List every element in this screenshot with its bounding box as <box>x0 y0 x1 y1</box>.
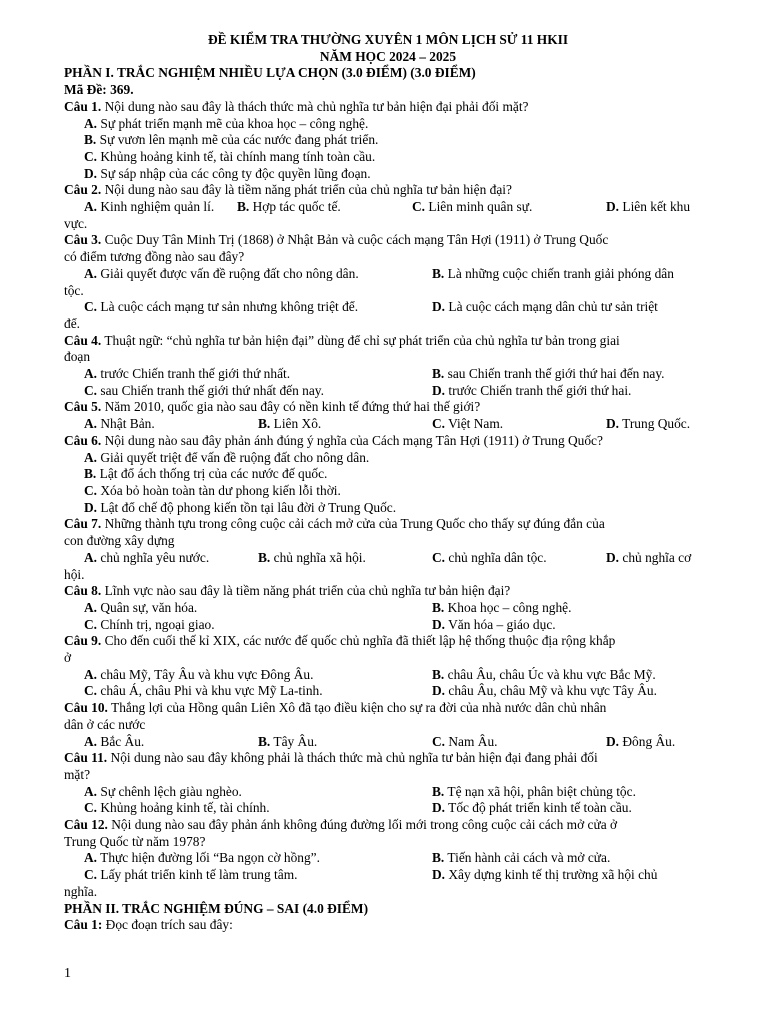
question-text: Tốc độ phát triển kinh tế toàn cầu. <box>448 800 632 816</box>
option-c <box>84 867 432 884</box>
question-text: chủ nghĩa dân tộc. <box>448 549 547 565</box>
question-9 <box>64 633 712 650</box>
option-letter: C. <box>84 482 98 498</box>
option-letter: C. <box>84 299 98 315</box>
option-letter: D. <box>432 683 446 699</box>
question-text: Nhật Bản. <box>100 416 155 432</box>
option-letter: D. <box>84 165 98 181</box>
question-text: châu Mỹ, Tây Âu và khu vực Đông Âu. <box>100 666 314 682</box>
option-c <box>84 149 712 166</box>
question-1 <box>64 99 712 116</box>
question-text: chủ nghĩa yêu nước. <box>100 549 210 565</box>
option-c <box>84 683 432 700</box>
question-4-continued: đoạn <box>64 349 91 365</box>
question-text: sau Chiến tranh thế giới thứ hai đến nay. <box>447 366 665 382</box>
question-number: Câu 5. <box>64 399 102 415</box>
question-11-continued: mặt? <box>64 766 91 782</box>
option-letter: C. <box>432 733 446 749</box>
option-letter: B. <box>432 599 445 615</box>
part2-question-1 <box>64 917 712 934</box>
question-text: Hợp tác quốc tế. <box>252 199 341 215</box>
option-letter: B. <box>258 733 271 749</box>
option-b <box>432 667 656 684</box>
question-number: Câu 6. <box>64 432 102 448</box>
option-letter: C. <box>432 549 446 565</box>
question-text: Bắc Âu. <box>100 733 145 749</box>
question-text: Tiến hành cải cách và mở cửa. <box>447 850 611 866</box>
question-number: Câu 7. <box>64 516 102 532</box>
question-12-continued: Trung Quốc từ năm 1978? <box>64 833 206 849</box>
option-letter: A. <box>84 265 98 281</box>
option-letter: C. <box>84 616 98 632</box>
option-b <box>258 734 432 751</box>
option-letter: B. <box>432 783 445 799</box>
question-text: Cuộc Duy Tân Minh Trị (1868) ở Nhật Bản và cuộc cách mạng Tân Hợi (1911) ở Trung Quốc <box>101 232 609 248</box>
question-text: châu Âu, châu Mỹ và khu vực Tây Âu. <box>448 683 657 699</box>
option-d <box>432 800 632 817</box>
question-text: Kinh nghiệm quản lí. <box>100 199 215 215</box>
option-letter: B. <box>84 466 97 482</box>
question-12-options <box>64 850 712 900</box>
option-d <box>432 683 657 700</box>
question-text: Đọc đoạn trích sau đây: <box>102 917 233 933</box>
option-c <box>84 617 432 634</box>
question-text: Sự chênh lệch giàu nghèo. <box>100 783 242 799</box>
option-c <box>84 299 432 316</box>
question-text: Lấy phát triển kinh tế làm trung tâm. <box>100 867 298 883</box>
option-a <box>84 116 712 133</box>
option-d <box>84 500 712 517</box>
option-letter: D. <box>606 416 620 432</box>
option-d-continued: vực. <box>64 215 88 231</box>
option-d <box>606 416 690 433</box>
option-a <box>84 266 432 283</box>
page-number: 1 <box>64 966 71 981</box>
question-4-options <box>64 366 712 399</box>
option-d <box>432 617 556 634</box>
exam-page <box>64 32 712 934</box>
option-letter: A. <box>84 115 98 131</box>
option-b <box>237 199 412 216</box>
option-b <box>432 784 636 801</box>
question-text: Liên minh quân sự. <box>428 199 533 215</box>
question-2 <box>64 182 712 199</box>
option-b <box>432 366 665 383</box>
option-c <box>432 734 606 751</box>
question-number: Câu 4. <box>64 332 102 348</box>
option-a <box>84 784 432 801</box>
option-letter: C. <box>84 382 98 398</box>
question-text: Thuật ngữ: “chủ nghĩa tư bản hiện đại” dùng để chỉ sự phát triển của chủ nghĩa tư bản trong giai <box>101 332 620 348</box>
question-text: Khoa học – công nghệ. <box>447 599 572 615</box>
option-letter: D. <box>606 549 620 565</box>
option-letter: B. <box>432 850 445 866</box>
question-text: Khủng hoảng kinh tế, tài chính mang tính toàn cầu. <box>100 148 376 164</box>
question-text: Xóa bỏ hoàn toàn tàn dư phong kiến lỗi thời. <box>100 482 341 498</box>
question-text: Sự vươn lên mạnh mẽ của các nước đang phát triển. <box>99 132 379 148</box>
question-text: Lật đổ chế độ phong kiến tồn tại lâu đời ở Trung Quốc. <box>100 499 397 515</box>
option-b-continued: tộc. <box>64 282 84 298</box>
question-9-continued: ở <box>64 650 72 666</box>
question-text: chủ nghĩa cơ <box>622 549 692 565</box>
option-d-continued: để. <box>64 315 80 331</box>
option-letter: A. <box>84 416 98 432</box>
option-letter: D. <box>606 733 620 749</box>
option-letter: A. <box>84 850 98 866</box>
question-12 <box>64 817 712 834</box>
option-b <box>432 266 674 283</box>
option-a <box>84 550 258 567</box>
option-letter: C. <box>432 416 446 432</box>
question-text: Sự phát triển mạnh mẽ của khoa học – công nghệ. <box>100 115 369 131</box>
question-text: Tây Âu. <box>273 733 318 749</box>
question-number: Câu 9. <box>64 633 102 649</box>
option-letter: B. <box>432 366 445 382</box>
question-text: Nội dung nào sau đây là tiềm năng phát triển của chủ nghĩa tư bản hiện đại? <box>101 182 512 198</box>
question-text: Là những cuộc chiến tranh giải phóng dân <box>447 265 674 281</box>
part1-heading: PHẦN I. TRẮC NGHIỆM NHIỀU LỰA CHỌN (3.0 ĐIỂM) (3.0 ĐIỂM) <box>64 65 476 81</box>
option-letter: A. <box>84 599 98 615</box>
question-text: Xây dựng kinh tế thị trường xã hội chủ <box>448 867 658 883</box>
question-text: Thực hiện đường lối “Ba ngọn cờ hồng”. <box>100 850 320 866</box>
question-6 <box>64 433 712 450</box>
option-c <box>412 199 606 216</box>
question-text: Thắng lợi của Hồng quân Liên Xô đã tạo điều kiện cho sự ra đời của nhà nước dân chủ nhân <box>107 700 607 716</box>
option-letter: A. <box>84 783 98 799</box>
question-3-continued: có điểm tương đồng nào sau đây? <box>64 249 245 265</box>
option-letter: D. <box>432 800 446 816</box>
question-3 <box>64 232 712 249</box>
question-text: Trung Quốc. <box>622 416 691 432</box>
part2-heading: PHẦN II. TRẮC NGHIỆM ĐÚNG – SAI (4.0 ĐIỂM) <box>64 900 369 916</box>
question-text: Cho đến cuối thế kỉ XIX, các nước đế quốc chủ nghĩa đã thiết lập hệ thống thuộc địa rộng khắp <box>101 633 616 649</box>
exam-title: ĐỀ KIỂM TRA THƯỜNG XUYÊN 1 MÔN LỊCH SỬ 11 HKII <box>207 32 569 47</box>
question-number: Câu 2. <box>64 182 102 198</box>
option-letter: D. <box>432 299 446 315</box>
question-text: sau Chiến tranh thế giới thứ nhất đến nay. <box>100 382 324 398</box>
question-text: Khủng hoảng kinh tế, tài chính. <box>100 800 270 816</box>
option-d <box>432 383 631 400</box>
option-b <box>84 132 712 149</box>
option-d <box>84 166 712 183</box>
option-c <box>84 383 432 400</box>
question-text: châu Âu, châu Úc và khu vực Bắc Mỹ. <box>447 666 656 682</box>
option-letter: A. <box>84 666 98 682</box>
option-letter: B. <box>258 549 271 565</box>
option-a <box>84 199 237 216</box>
question-7 <box>64 516 712 533</box>
option-letter: C. <box>84 867 98 883</box>
question-number: Câu 11. <box>64 750 108 766</box>
question-text: Văn hóa – giáo dục. <box>448 616 556 632</box>
option-a <box>84 366 432 383</box>
option-letter: B. <box>258 416 271 432</box>
option-letter: D. <box>432 382 446 398</box>
option-letter: C. <box>84 800 98 816</box>
question-10-continued: dân ở các nước <box>64 716 146 732</box>
option-b <box>258 550 432 567</box>
question-text: Nội dung nào sau đây phản ánh không đúng đường lối mới trong công cuộc cải cách mở cửa ở <box>107 817 618 833</box>
question-6-options <box>64 450 712 517</box>
option-d <box>432 867 657 884</box>
option-letter: C. <box>84 683 98 699</box>
question-text: Là cuộc cách mạng tư sản nhưng không triệt để. <box>100 299 359 315</box>
question-11 <box>64 750 712 767</box>
option-letter: B. <box>432 666 445 682</box>
option-d-continued: hội. <box>64 566 85 582</box>
question-text: Sự sáp nhập của các công ty độc quyền lũng đoạn. <box>100 165 371 181</box>
question-1-options <box>64 116 712 183</box>
question-number: Câu 12. <box>64 817 108 833</box>
option-letter: B. <box>432 265 445 281</box>
question-5-options <box>64 416 712 433</box>
option-d <box>606 734 675 751</box>
option-letter: A. <box>84 449 98 465</box>
question-text: Năm 2010, quốc gia nào sau đây có nền kinh tế đứng thứ hai thế giới? <box>101 399 481 415</box>
question-text: Là cuộc cách mạng dân chủ tư sản triệt <box>448 299 658 315</box>
question-number: Câu 3. <box>64 232 102 248</box>
option-a <box>84 450 712 467</box>
option-letter: D. <box>84 499 98 515</box>
option-c <box>432 416 606 433</box>
option-letter: A. <box>84 733 98 749</box>
option-b <box>432 850 610 867</box>
question-text: trước Chiến tranh thế giới thứ hai. <box>448 382 632 398</box>
option-c <box>84 483 712 500</box>
question-11-options <box>64 784 712 817</box>
question-text: trước Chiến tranh thế giới thứ nhất. <box>100 366 291 382</box>
question-text: Chính trị, ngoại giao. <box>100 616 215 632</box>
question-text: Đông Âu. <box>622 733 676 749</box>
question-text: Quân sự, văn hóa. <box>100 599 198 615</box>
exam-code: Mã Đề: 369. <box>64 82 134 98</box>
option-letter: A. <box>84 199 98 215</box>
question-text: Tệ nạn xã hội, phân biệt chủng tộc. <box>447 783 636 799</box>
question-text: Nội dung nào sau đây là thách thức mà chủ nghĩa tư bản hiện đại phải đối mặt? <box>101 98 529 114</box>
question-text: Giải quyết được vấn đề ruộng đất cho nông dân. <box>100 265 359 281</box>
school-year: NĂM HỌC 2024 – 2025 <box>319 48 457 64</box>
question-text: Lĩnh vực nào sau đây là tiềm năng phát triển của chủ nghĩa tư bản hiện đại? <box>101 583 511 599</box>
question-text: Liên kết khu <box>622 199 691 215</box>
option-letter: B. <box>84 132 97 148</box>
option-letter: A. <box>84 549 98 565</box>
question-text: Nội dung nào sau đây không phải là thách thức mà chủ nghĩa tư bản hiện đại đang phải đối <box>107 750 598 766</box>
question-number: Câu 1. <box>64 98 102 114</box>
option-b <box>258 416 432 433</box>
question-9-options <box>64 667 712 700</box>
question-number: Câu 1: <box>64 917 103 933</box>
question-4 <box>64 333 712 350</box>
option-a <box>84 850 432 867</box>
option-b <box>432 600 571 617</box>
option-letter: D. <box>432 616 446 632</box>
option-letter: C. <box>412 199 426 215</box>
question-3-options <box>64 266 712 333</box>
option-a <box>84 734 258 751</box>
option-d <box>606 550 691 567</box>
question-7-options <box>64 550 712 583</box>
option-d <box>432 299 658 316</box>
option-letter: C. <box>84 148 98 164</box>
question-10-options <box>64 734 712 751</box>
question-text: Lật đổ ách thống trị của các nước đế quốc. <box>99 466 328 482</box>
question-8-options <box>64 600 712 633</box>
question-text: Giải quyết triệt để vấn đề ruộng đất cho nông dân. <box>100 449 370 465</box>
question-2-options <box>64 199 712 232</box>
question-text: Nội dung nào sau đây phản ánh đúng ý nghĩa của Cách mạng Tân Hợi (1911) ở Trung Quốc? <box>101 432 603 448</box>
option-letter: A. <box>84 366 98 382</box>
question-text: châu Á, châu Phi và khu vực Mỹ La-tinh. <box>100 683 323 699</box>
option-a <box>84 600 432 617</box>
question-7-continued: con đường xây dựng <box>64 533 175 549</box>
option-letter: B. <box>237 199 250 215</box>
question-text: Việt Nam. <box>448 416 504 432</box>
question-number: Câu 10. <box>64 700 108 716</box>
option-c <box>432 550 606 567</box>
question-5 <box>64 399 712 416</box>
option-d <box>606 199 690 216</box>
option-d-continued: nghĩa. <box>64 883 98 899</box>
question-8 <box>64 583 712 600</box>
question-text: chủ nghĩa xã hội. <box>273 549 366 565</box>
question-text: Nam Âu. <box>448 733 498 749</box>
option-letter: D. <box>432 867 446 883</box>
question-number: Câu 8. <box>64 583 102 599</box>
question-10 <box>64 700 712 717</box>
option-a <box>84 416 258 433</box>
option-letter: D. <box>606 199 620 215</box>
option-b <box>84 466 712 483</box>
question-text: Những thành tựu trong công cuộc cải cách mở cửa của Trung Quốc cho thấy sự đúng đắn của <box>101 516 605 532</box>
option-c <box>84 800 432 817</box>
question-text: Liên Xô. <box>273 416 322 432</box>
option-a <box>84 667 432 684</box>
